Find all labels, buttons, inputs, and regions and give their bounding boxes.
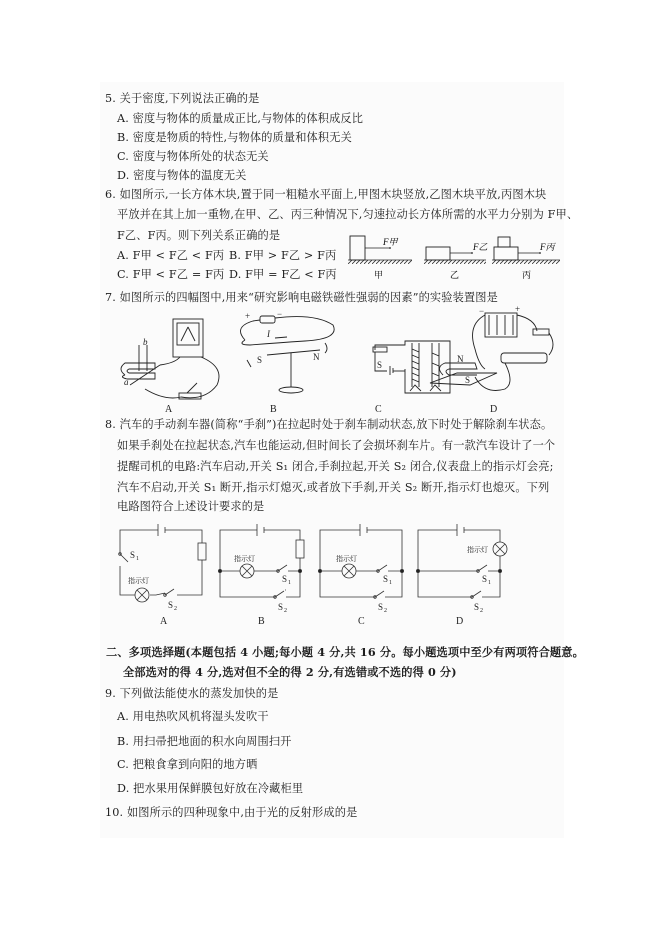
q8-stem-line3: 提醒司机的电路:汽车启动,开关 S₁ 闭合,手刹拉起,开关 S₂ 闭合,仪表盘上的指示灯会亮;	[117, 460, 554, 473]
force-label-bing: F丙	[540, 242, 555, 252]
q5-option-a: A. 密度与物体的质量成正比,与物体的体积成反比	[117, 112, 364, 125]
q6-stem-line2: 平放并在其上加一重物,在甲、乙、丙三种情况下,匀速拉动长方体所需的水平力分别为 F甲、	[117, 208, 579, 221]
figure-label-jia: 甲	[374, 270, 384, 280]
q6-figure-bing	[492, 237, 560, 280]
q5-option-b: B. 密度是物质的特性,与物体的质量和体积无关	[117, 131, 352, 144]
q6-option-a: A. F甲 < F乙 < F丙	[117, 249, 225, 262]
wire-loop	[241, 317, 335, 345]
block-upright	[350, 236, 365, 260]
force-label-yi: F乙	[473, 242, 488, 252]
wire-ab	[130, 365, 160, 385]
q9-option-a: A. 用电热吹风机将湿头发吹干	[117, 710, 269, 723]
q8c-s2-label: S	[378, 602, 384, 612]
q10-stem: 10. 如图所示的四种现象中,由于光的反射形成的是	[105, 806, 358, 819]
q8-circuits	[110, 520, 530, 628]
q8-figure-label-c: C	[358, 616, 365, 627]
resistor	[296, 540, 304, 558]
ground-hatch	[492, 260, 560, 264]
q8a-s1-label: S	[130, 550, 136, 560]
q8-stem-line4: 汽车不启动,开关 S₁ 断开,指示灯熄灭,或者放下手刹,开关 S₂ 断开,指示灯也熄灭。下列	[117, 481, 550, 494]
q7-figure-a	[121, 319, 219, 399]
q8-circuit-a	[119, 524, 206, 602]
q8-circuit-c	[318, 524, 403, 598]
resistor	[198, 543, 206, 560]
battery-pack	[485, 313, 517, 337]
q5-option-d: D. 密度与物体的温度无关	[117, 169, 247, 182]
q8b-lamp-label: 指示灯	[234, 555, 255, 563]
block-flat	[494, 247, 518, 260]
q8-circuit-d	[416, 524, 507, 598]
q8c-s1-label: S	[383, 574, 389, 584]
q9-option-b: B. 用扫帚把地面的积水向周围扫开	[117, 735, 292, 748]
battery	[260, 316, 275, 323]
figure-label-bing: 丙	[522, 270, 532, 280]
switch	[533, 329, 549, 335]
ground-hatch	[348, 260, 412, 264]
q8b-s2-label: S	[278, 602, 284, 612]
q8a-s2-label: S	[168, 600, 174, 610]
q7-figure-d	[430, 313, 553, 391]
q8-circuit-b	[218, 524, 304, 598]
q8-stem-line1: 8. 汽车的手动刹车器(简称“手刹”)在拉起时处于刹车制动状态,放下时处于解除刹车状态。	[105, 418, 553, 431]
q7b-minus: −	[277, 309, 283, 319]
q8c-s2-sub: 2	[384, 608, 387, 614]
q7c-switch-label: S	[377, 360, 383, 370]
q7-figure-c	[373, 341, 450, 393]
q6-option-b: B. F甲 > F乙 > F丙	[229, 249, 337, 262]
q8d-lamp-label: 指示灯	[467, 546, 488, 554]
q7d-south: S	[465, 375, 471, 385]
q6-figure-jia	[348, 236, 412, 280]
weight-block	[498, 237, 510, 247]
q7a-label-b: b	[143, 337, 148, 347]
q8d-s2-label: S	[474, 602, 480, 612]
q8a-s2-sub: 2	[174, 606, 177, 612]
q8-stem-line2: 如果手刹处在拉起状态,汽车也能运动,但时间长了会损坏刹车片。有一款汽车设计了一个	[117, 439, 556, 452]
q8d-s2-sub: 2	[480, 608, 483, 614]
section2-header-line2: 全部选对的得 4 分,选对但不全的得 2 分,有选错或不选的得 0 分)	[123, 665, 457, 679]
q8a-lamp-label: 指示灯	[128, 577, 149, 585]
q7b-south: S	[257, 355, 263, 365]
figure-label-yi: 乙	[450, 270, 460, 280]
q9-stem: 9. 下列做法能使水的蒸发加快的是	[105, 687, 279, 700]
q8d-s1-label: S	[482, 574, 488, 584]
q6-option-d: D. F甲 = F乙 < F丙	[229, 268, 337, 281]
q5-option-c: C. 密度与物体所处的状态无关	[117, 150, 269, 163]
q7b-current: I	[267, 329, 270, 339]
q8b-s1-sub: 1	[288, 580, 291, 586]
q7-figures	[105, 305, 560, 415]
q8b-s2-sub: 2	[284, 608, 287, 614]
q6-figure	[348, 228, 563, 286]
q7d-plus: +	[515, 305, 521, 314]
q8b-s1-label: S	[282, 574, 288, 584]
q6-figure-yi	[424, 242, 488, 280]
q7-figure-label-b: B	[270, 404, 277, 415]
q7-figure-label-a: A	[165, 404, 173, 415]
q8-stem-line5: 电路图符合上述设计要求的是	[117, 500, 265, 513]
rheostat	[501, 353, 547, 363]
section2-header-line1: 二、多项选择题(本题包括 4 小题;每小题 4 分,共 16 分。每小题选项中至少有两项符合题意。	[106, 645, 584, 659]
q9-option-c: C. 把粮食拿到向阳的地方晒	[117, 758, 258, 771]
needle-stand	[279, 387, 303, 393]
q9-option-d: D. 把水果用保鲜膜包好放在冷藏柜里	[117, 782, 304, 795]
q7a-label-a: a	[124, 377, 129, 387]
q7-figure-label-d: D	[490, 404, 498, 415]
q5-stem: 5. 关于密度,下列说法正确的是	[105, 92, 260, 105]
q7b-plus: +	[245, 311, 251, 321]
q7d-north: N	[457, 354, 464, 364]
q8d-s1-sub: 1	[488, 580, 491, 586]
q8c-s1-sub: 1	[389, 580, 392, 586]
q7-stem: 7. 如图所示的四幅图中,用来“研究影响电磁铁磁性强弱的因素”的实验装置图是	[105, 291, 498, 304]
q7d-minus: −	[479, 306, 485, 316]
block-flat	[426, 247, 450, 260]
q6-option-c: C. F甲 < F乙 = F丙	[117, 268, 225, 281]
q8-figure-label-b: B	[258, 616, 265, 627]
q8c-lamp-label: 指示灯	[336, 555, 357, 563]
ground-hatch	[424, 260, 486, 264]
q6-stem-line3: F乙、F丙。则下列关系正确的是	[117, 229, 281, 242]
force-label-jia: F甲	[383, 237, 398, 247]
q8a-s1-sub: 1	[136, 556, 139, 562]
galvanometer	[173, 319, 203, 357]
q7-figure-b	[241, 316, 335, 393]
q7b-north: N	[313, 352, 320, 362]
q6-stem-line1: 6. 如图所示,一长方体木块,置于同一粗糙水平面上,甲图木块竖放,乙图木块平放,丙图木块	[105, 188, 547, 201]
q8-figure-label-a: A	[160, 616, 168, 627]
q7-figure-label-c: C	[375, 404, 382, 415]
q8-figure-label-d: D	[456, 616, 464, 627]
